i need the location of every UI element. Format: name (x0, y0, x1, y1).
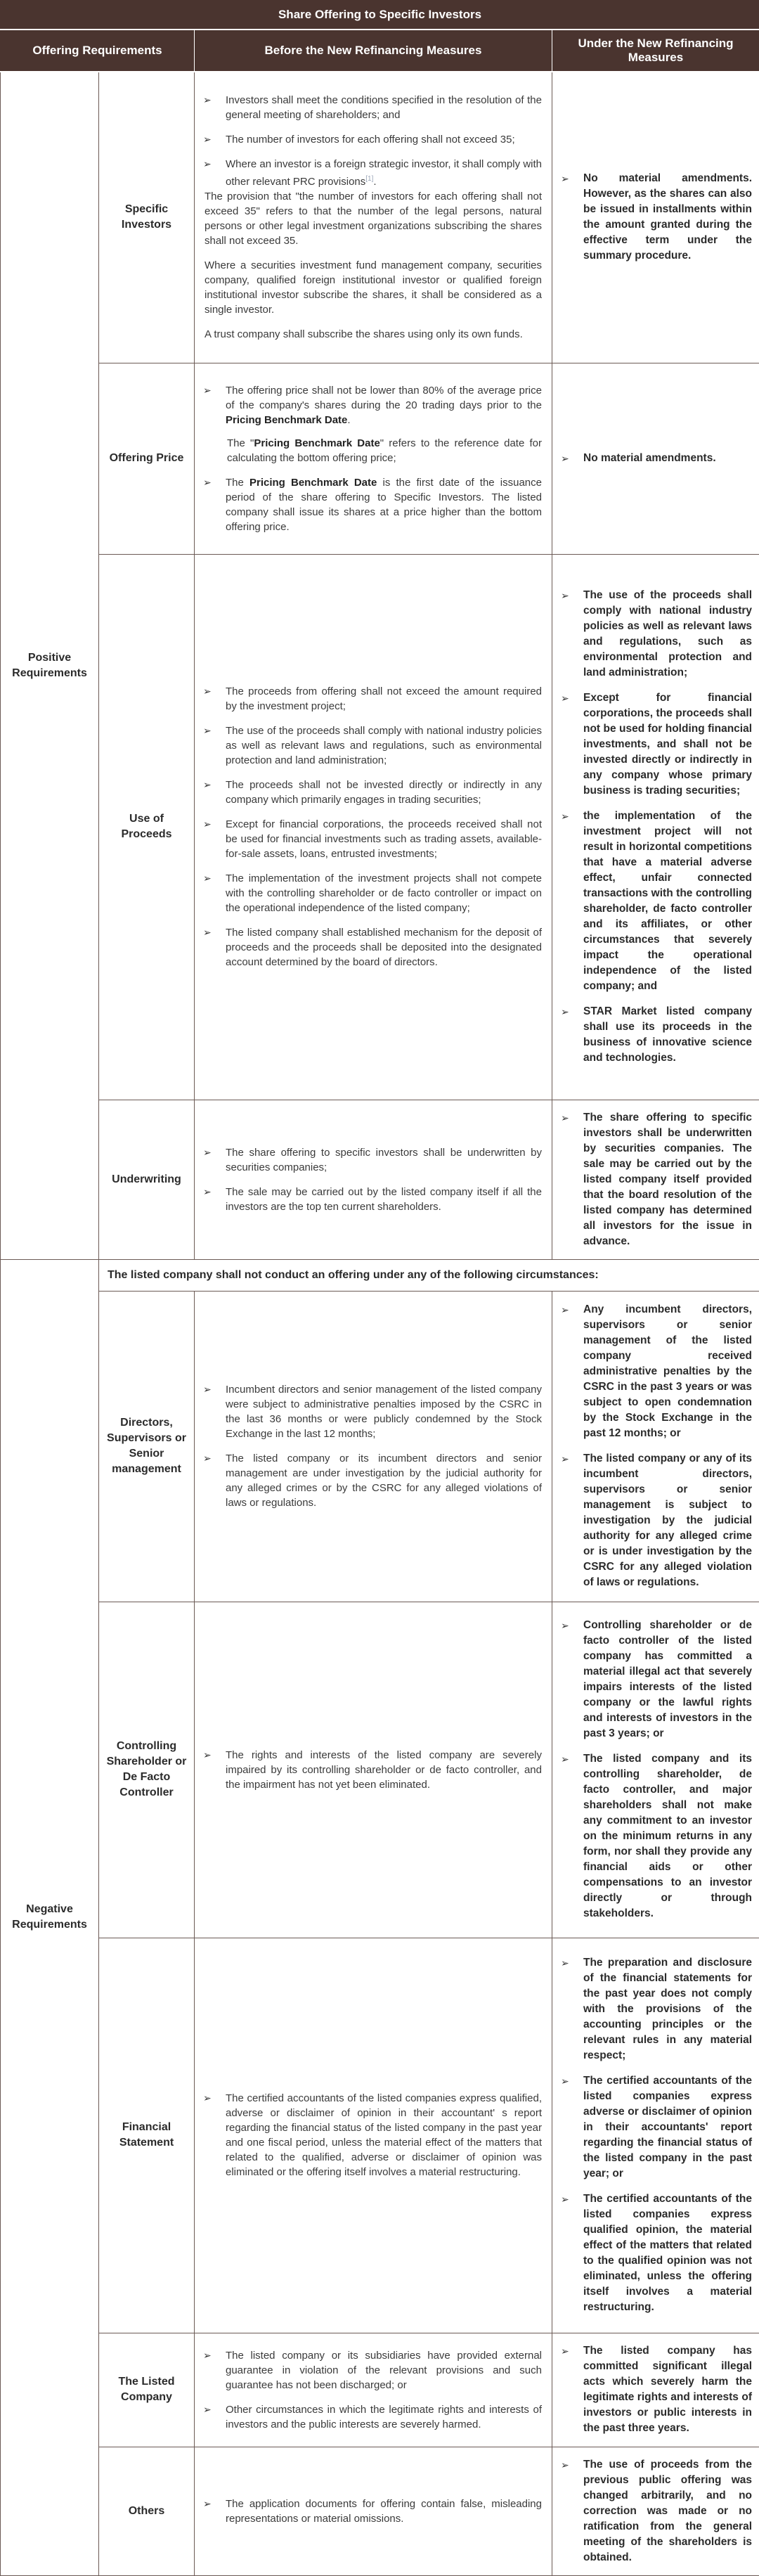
arrow-bullet-icon: ➢ (203, 1145, 212, 1160)
specific-investors-before (195, 72, 552, 363)
directors-after (552, 1291, 759, 1602)
list-item: ➢ Controlling shareholder or de facto controller of the listed company has committed a material illegal act that severely impairs interests of the listed company or the lawful rights and interests of investors in the past 3 years; or (558, 1618, 752, 1741)
arrow-bullet-icon: ➢ (203, 723, 212, 738)
arrow-bullet-icon: ➢ (203, 778, 212, 792)
arrow-bullet-icon: ➢ (203, 1185, 212, 1199)
list-item: ➢ The proceeds from offering shall not exceed the amount required by the investment project; (200, 684, 542, 714)
row-financial-statement (1, 1938, 759, 2333)
arrow-bullet-icon: ➢ (203, 475, 212, 490)
row-others (1, 2447, 759, 2575)
arrow-bullet-icon: ➢ (561, 1110, 569, 1126)
arrow-bullet-icon: ➢ (561, 1618, 569, 1633)
offering-price-after (552, 363, 759, 554)
arrow-bullet-icon: ➢ (203, 157, 212, 172)
arrow-bullet-icon: ➢ (561, 2457, 569, 2473)
paragraph: Where a securities investment fund management company, securities company, qualified foreign institutional investor or qualified foreign institutional investor subscribe the shares, it shall be considered as a single investor. (200, 258, 542, 317)
use-of-proceeds-after (552, 554, 759, 1100)
financial-before (195, 1938, 552, 2333)
financial-label: Financial Statement (99, 1938, 195, 2333)
specific-investors-after (552, 72, 759, 363)
paragraph: The provision that "the number of investors for each offering shall not exceed 35" refers to that the number of the legal persons, natural persons or other legal investment organizations subscribing the shares shall not exceed 35. (200, 189, 542, 248)
controlling-before (195, 1602, 552, 1938)
arrow-bullet-icon: ➢ (203, 1748, 212, 1763)
offering-price-before (195, 363, 552, 554)
arrow-bullet-icon: ➢ (203, 2402, 212, 2417)
controlling-after (552, 1602, 759, 1938)
list-item: ➢ Except for financial corporations, the proceeds shall not be used for holding financial investments, and shall not be invested directly or indirectly in any company whose primary business is trading securities; (558, 690, 752, 799)
list-item: ➢ The offering price shall not be lower than 80% of the average price of the company's shares during the 20 trading days prior to the Pricing Benchmark Date. (200, 383, 542, 427)
specific-investors-label: Specific Investors (99, 72, 195, 363)
list-item: ➢ The use of proceeds from the previous public offering was changed arbitrarily, and no correction was made or no ratification from the general meeting of the shareholders is obtained. (558, 2457, 752, 2565)
list-item: ➢ The listed company and its controlling shareholder, de facto controller, and major shareholders shall not make any commitment to an investor on the minimum returns in any form, nor shall they provide any financial aids or other compensations to an investor directly or through stakeholders. (558, 1751, 752, 1921)
arrow-bullet-icon: ➢ (561, 2073, 569, 2089)
list-item: ➢ Other circumstances in which the legitimate rights and interests of investors and the public interests are severely harmed. (200, 2402, 542, 2432)
arrow-bullet-icon: ➢ (203, 1451, 212, 1466)
arrow-bullet-icon: ➢ (561, 1302, 569, 1318)
negative-requirements-label: Negative Requirements (1, 1259, 99, 2575)
list-item: ➢ STAR Market listed company shall use its proceeds in the business of innovative science and technologies. (558, 1004, 752, 1066)
arrow-bullet-icon: ➢ (203, 383, 212, 398)
arrow-bullet-icon: ➢ (203, 2348, 212, 2363)
arrow-bullet-icon: ➢ (561, 690, 569, 706)
arrow-bullet-icon: ➢ (561, 451, 569, 466)
underwriting-before (195, 1100, 552, 1259)
arrow-bullet-icon: ➢ (203, 2091, 212, 2106)
arrow-bullet-icon: ➢ (203, 2497, 212, 2511)
list-item: ➢ The listed company shall established mechanism for the deposit of proceeds and the proceeds shall be deposited into the designated account determined by the board of directors. (200, 925, 542, 970)
offering-price-label: Offering Price (99, 363, 195, 554)
list-item: ➢ The implementation of the investment projects shall not compete with the controlling shareholder or de facto controller or impact on the operational independence of the listed company; (200, 871, 542, 915)
paragraph: A trust company shall subscribe the shares using only its own funds. (200, 327, 542, 342)
financial-after (552, 1938, 759, 2333)
list-item: ➢ Incumbent directors and senior management of the listed company were subject to administrative penalties imposed by the CSRC in the last 36 months or were publicly condemned by the Stock Exchange in the last 12 months; (200, 1382, 542, 1441)
paragraph: The "Pricing Benchmark Date" refers to the reference date for calculating the bottom offering price; (200, 436, 542, 465)
listed-company-after (552, 2333, 759, 2447)
row-specific-investors (1, 72, 759, 363)
others-before (195, 2447, 552, 2575)
list-item: ➢ The proceeds shall not be invested directly or indirectly in any company which primarily engages in trading securities; (200, 778, 542, 807)
negative-intro: The listed company shall not conduct an offering under any of the following circumstances: (99, 1259, 759, 1291)
list-item: ➢ The preparation and disclosure of the financial statements for the past year does not comply with the provisions of the accounting principles or the relevant rules in any material respect; (558, 1955, 752, 2063)
directors-before (195, 1291, 552, 1602)
list-item: ➢ Except for financial corporations, the proceeds received shall not be used for financial investments such as trading assets, available-for-sale assets, loans, entrusted investments; (200, 817, 542, 861)
arrow-bullet-icon: ➢ (203, 925, 212, 940)
positive-requirements-label: Positive Requirements (1, 72, 99, 1259)
list-item: ➢ The number of investors for each offering shall not exceed 35; (200, 132, 542, 147)
header-after: Under the New Refinancing Measures (552, 30, 759, 72)
arrow-bullet-icon: ➢ (561, 2343, 569, 2359)
row-negative-header (1, 1259, 759, 1291)
others-after (552, 2447, 759, 2575)
list-item: ➢ Any incumbent directors, supervisors or senior management of the listed company received administrative penalties by the CSRC in the past 3 years or was subject to open condemnation by the Stock Exchange in the past 12 months; or (558, 1302, 752, 1441)
list-item: ➢ The share offering to specific investors shall be underwritten by securities companies; (200, 1145, 542, 1175)
list-item: ➢ The listed company or its subsidiaries have provided external guarantee in violation of the relevant provisions and such guarantee has not been discharged; or (200, 2348, 542, 2393)
arrow-bullet-icon: ➢ (561, 1004, 569, 1019)
arrow-bullet-icon: ➢ (203, 1382, 212, 1397)
row-use-of-proceeds (1, 554, 759, 1100)
header-requirements: Offering Requirements (1, 30, 195, 72)
row-offering-price (1, 363, 759, 554)
list-item: ➢ Where an investor is a foreign strategic investor, it shall comply with other relevant PRC provisions[1]. (200, 157, 542, 189)
list-item: ➢ The rights and interests of the listed company are severely impaired by its controlling shareholder or de facto controller, and the impairment has not yet been eliminated. (200, 1748, 542, 1792)
arrow-bullet-icon: ➢ (561, 809, 569, 824)
others-label: Others (99, 2447, 195, 2575)
list-item: ➢ The listed company has committed significant illegal acts which severely harm the legitimate rights and interests of investors or public interests in the past three years. (558, 2343, 752, 2436)
list-item: ➢ The application documents for offering contain false, misleading representations or material omissions. (200, 2497, 542, 2526)
list-item: ➢ The Pricing Benchmark Date is the first date of the issuance period of the share offering to Specific Investors. The listed company shall issue its shares at a price higher than the bottom offering price. (200, 475, 542, 534)
row-controlling-shareholder (1, 1602, 759, 1938)
arrow-bullet-icon: ➢ (561, 2191, 569, 2207)
list-item: ➢ The sale may be carried out by the listed company itself if all the investors are the top ten current shareholders. (200, 1185, 542, 1214)
listed-company-label: The Listed Company (99, 2333, 195, 2447)
list-item: ➢ The certified accountants of the listed companies express qualified opinion, the material effect of the matters that related to the qualified opinion was not eliminated, unless the offering itself involves a material restructuring. (558, 2191, 752, 2315)
row-underwriting (1, 1100, 759, 1259)
footnote-ref[interactable]: [1] (365, 175, 373, 183)
list-item: ➢ The use of the proceeds shall comply with national industry policies as well as relevant laws and regulations, such as environmental protection and land administration; (558, 588, 752, 681)
arrow-bullet-icon: ➢ (203, 817, 212, 832)
arrow-bullet-icon: ➢ (203, 93, 212, 108)
controlling-label: Controlling Shareholder or De Facto Controller (99, 1602, 195, 1938)
arrow-bullet-icon: ➢ (561, 1451, 569, 1467)
use-of-proceeds-label: Use of Proceeds (99, 554, 195, 1100)
arrow-bullet-icon: ➢ (561, 1751, 569, 1767)
list-item: ➢ No material amendments. (558, 451, 752, 466)
directors-label: Directors, Supervisors or Senior management (99, 1291, 195, 1602)
header-before: Before the New Refinancing Measures (195, 30, 552, 72)
list-item: ➢ No material amendments. However, as the shares can also be issued in installments within the amount granted during the effective term under the summary procedure. (558, 171, 752, 264)
list-item: ➢ Investors shall meet the conditions specified in the resolution of the general meeting of shareholders; and (200, 93, 542, 122)
list-item: ➢ the implementation of the investment project will not result in horizontal competitions that have a material adverse effect, unfair connected transactions with the controlling shareholder, de facto controller and its affiliates, or other circumstances that severely impact the operational independence of the listed company; and (558, 809, 752, 994)
list-item: ➢ The certified accountants of the listed companies express qualified, adverse or disclaimer of opinion in their accountant' s report regarding the financial status of the listed company in the past year and one fiscal period, unless the material effect of the matters that related to the qualified, adverse or disclaimer of opinion was eliminated or the offering itself involves a material restructuring. (200, 2091, 542, 2179)
arrow-bullet-icon: ➢ (203, 871, 212, 886)
row-directors (1, 1291, 759, 1602)
list-item: ➢ The use of the proceeds shall comply with national industry policies as well as relevant laws and regulations, such as environmental protection and land administration; (200, 723, 542, 768)
list-item: ➢ The listed company or any of its incumbent directors, supervisors or senior management is subject to investigation by the judicial authority for any alleged crime or is under investigation by the CSRC for any alleged violation of laws or regulations. (558, 1451, 752, 1590)
list-item: ➢ The share offering to specific investors shall be underwritten by securities companies. The sale may be carried out by the listed company itself provided that the board resolution of the listed company has determined all investors for the issue in advance. (558, 1110, 752, 1249)
listed-company-before (195, 2333, 552, 2447)
arrow-bullet-icon: ➢ (203, 132, 212, 147)
arrow-bullet-icon: ➢ (561, 1955, 569, 1971)
list-item: ➢ The listed company or its incumbent directors and senior management are under investigation by the judicial authority for any alleged crimes or by the CSRC for any alleged violations of laws or regulations. (200, 1451, 542, 1510)
list-item: ➢ The certified accountants of the listed companies express adverse or disclaimer of opinion in their accountants' report regarding the financial status of the listed company in the past year; or (558, 2073, 752, 2182)
arrow-bullet-icon: ➢ (203, 684, 212, 699)
underwriting-label: Underwriting (99, 1100, 195, 1259)
table-title: Share Offering to Specific Investors (1, 1, 759, 30)
underwriting-after (552, 1100, 759, 1259)
arrow-bullet-icon: ➢ (561, 171, 569, 186)
row-listed-company (1, 2333, 759, 2447)
arrow-bullet-icon: ➢ (561, 588, 569, 603)
use-of-proceeds-before (195, 554, 552, 1100)
